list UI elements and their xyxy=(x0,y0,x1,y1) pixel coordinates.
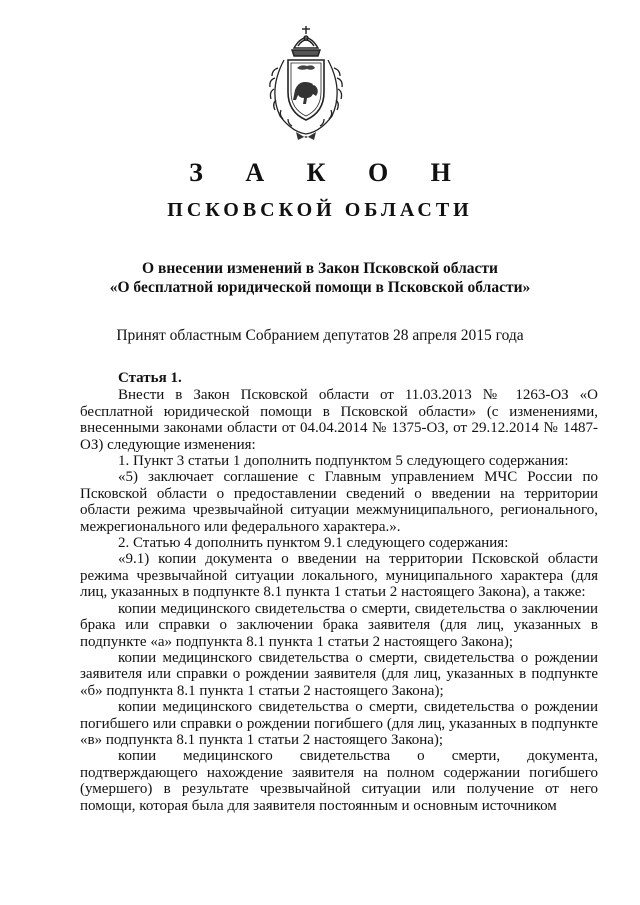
article-paragraph: 1. Пункт 3 статьи 1 дополнить подпунктом 5 следующего содержания: xyxy=(118,453,569,470)
adoption-note: Принят областным Собранием депутатов 28 апреля 2015 года xyxy=(116,327,524,344)
document-title: З А К О Н xyxy=(189,158,469,187)
article-paragraph: «9.1) копии документа о введении на территории Псковской области режима чрезвычайной ситуации локального, муниципального характера (для лиц, указанных в подпункте 8.1 пункта 1 статьи 2 настоящего Закона), а также: xyxy=(80,551,598,601)
document-region: ПСКОВСКОЙ ОБЛАСТИ xyxy=(167,199,473,221)
article-paragraph: 2. Статью 4 дополнить пунктом 9.1 следующего содержания: xyxy=(118,535,509,552)
pskov-coat-of-arms-icon xyxy=(264,20,348,142)
article-heading: Статья 1. xyxy=(118,370,182,386)
article-paragraph: копии медицинского свидетельства о смерти, свидетельства о заключении брака или справки о заключении брака заявителя (для лиц, указанных в подпункте «а» подпункта 8.1 пункта 1 статьи 2 настоящего Закона); xyxy=(80,600,598,650)
law-subject xyxy=(60,259,580,297)
article-paragraph: копии медицинского свидетельства о смерти, свидетельства о рождении заявителя или справки о рождении заявителя (для лиц, указанных в подпункте «б» подпункта 8.1 пункта 1 статьи 2 настоящего Закона); xyxy=(80,649,598,699)
law-subject-line-2: «О бесплатной юридической помощи в Псковской области» xyxy=(109,279,531,296)
law-subject-line-1: О внесении изменений в Закон Псковской области xyxy=(142,260,498,277)
article-paragraph: «5) заключает соглашение с Главным управлением МЧС России по Псковской области о предоставлении сведений о введении на территории области режима чрезвычайной ситуации межмуниципального, регионального, межрегионального или федерального характера.». xyxy=(80,469,598,535)
article-paragraph: копии медицинского свидетельства о смерти, документа, подтверждающего нахождение заявителя на полном содержании погибшего (умершего) в результате чрезвычайной ситуации или получение от него помощи, которая была для заявителя постоянным и основным источником xyxy=(80,748,598,814)
article-body xyxy=(80,370,598,814)
article-paragraph: копии медицинского свидетельства о смерти, свидетельства о рождении погибшего или справки о рождении погибшего (для лиц, указанных в подпункте «в» подпункта 8.1 пункта 1 статьи 2 настоящего Закона); xyxy=(80,699,598,748)
article-paragraph: Внести в Закон Псковской области от 11.03.2013 № 1263-ОЗ «О бесплатной юридической помощи в Псковской области» (с изменениями, внесенными законами области от 04.04.2014 № 1375-ОЗ, от 29.12.2014 № 1487-ОЗ) следующие изменения: xyxy=(80,387,598,453)
